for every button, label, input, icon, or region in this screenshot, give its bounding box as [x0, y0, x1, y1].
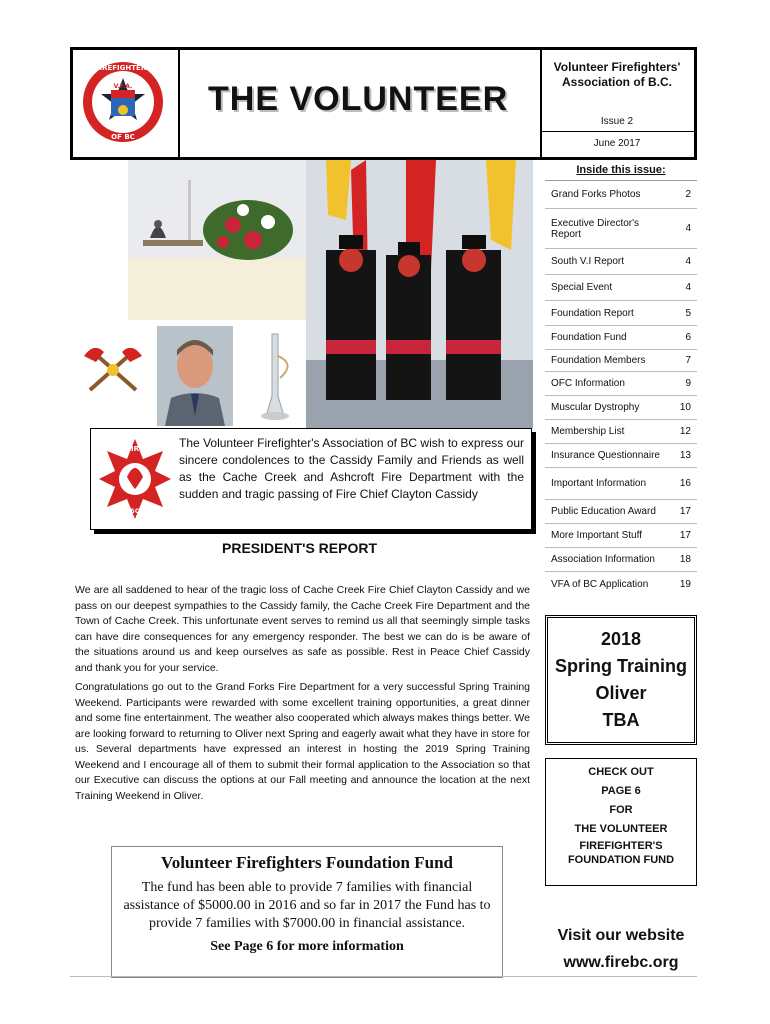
checkout-line: PAGE 6	[601, 785, 641, 797]
toc-page: 4	[685, 223, 691, 234]
toc-label: Public Education Award	[551, 506, 656, 517]
fund-body: The fund has been able to provide 7 families with financial assistance of $5000.00 in 2016 and so far in 2017 the Fund has to provide 7 families with $7000.00 in financial assistance.	[123, 880, 491, 931]
toc-label: Association Information	[551, 554, 655, 565]
color-guard-photo	[306, 160, 533, 428]
toc-page: 6	[685, 332, 691, 343]
toc-label: Special Event	[551, 282, 613, 293]
toc-item[interactable]	[545, 209, 697, 249]
toc-page: 19	[679, 578, 691, 590]
report-paragraph: Congratulations go out to the Grand Forks Fire Department for a very successful Spring Training Weekend. Participants were rewarded with some excellent training opportunities, a great dinner and some fine entertainment. The weather also cooperated which always makes things better. We are looking forward to returning to Oliver next Spring and eagerly await what they have in store for us. Several departments have expressed an interest in hosting the 2019 Spring Training Weekend and I encourage all of them to submit their formal application to the Association so that our Executive can discuss the options at our Fall meeting and announce the location at the next Training Weekend in Oliver.	[75, 681, 530, 802]
toc-item[interactable]	[545, 444, 697, 468]
issue-date: June 2017	[593, 138, 641, 149]
newsletter-title: THE VOLUNTEER	[208, 80, 509, 118]
toc-item[interactable]	[545, 181, 697, 209]
toc-item[interactable]	[545, 468, 697, 500]
toc-item[interactable]	[545, 420, 697, 444]
presidents-report-title: PRESIDENT'S REPORT	[222, 540, 378, 556]
toc-label: South V.I Report	[551, 256, 625, 267]
memorial-photo	[128, 160, 306, 320]
title-cell	[178, 50, 542, 157]
toc-item[interactable]	[545, 524, 697, 548]
toc-page: 16	[679, 478, 691, 489]
toc-page: 9	[685, 378, 691, 389]
toc-list	[545, 181, 697, 596]
toc-label: Membership List	[551, 426, 625, 437]
toc-label: Important Information	[551, 478, 647, 489]
website-link[interactable]: www.firebc.org	[563, 954, 679, 971]
bugle-photo	[244, 326, 306, 426]
association-name: Volunteer Firefighters' Association of B.C.	[553, 60, 681, 89]
spring-event: Spring Training	[554, 656, 687, 676]
condolence-box	[90, 428, 532, 530]
toc-item[interactable]	[545, 396, 697, 420]
toc-item[interactable]	[545, 372, 697, 396]
presidents-report-body	[75, 583, 530, 808]
footer-divider	[70, 976, 697, 977]
toc-page: 5	[685, 307, 691, 319]
foundation-fund-box	[111, 846, 503, 978]
checkout-line: FOUNDATION FUND	[567, 854, 675, 866]
toc-label: Foundation Fund	[551, 332, 627, 343]
toc-label: OFC Information	[551, 378, 625, 389]
table-of-contents	[545, 160, 697, 596]
toc-page: 18	[679, 554, 691, 565]
toc-title: Inside this issue:	[545, 160, 697, 181]
checkout-line: CHECK OUT	[588, 766, 654, 778]
toc-item[interactable]	[545, 301, 697, 326]
toc-page: 4	[685, 256, 691, 267]
issue-info	[540, 50, 694, 157]
checkout-line: FOR	[609, 804, 633, 816]
divider	[540, 131, 694, 132]
spring-place: Oliver	[595, 683, 647, 703]
website-callout	[545, 922, 697, 976]
rescue-text: RESCUE	[121, 508, 149, 515]
toc-page: 13	[679, 450, 691, 461]
toc-label: Grand Forks Photos	[551, 189, 641, 200]
toc-label: More Important Stuff	[551, 530, 642, 541]
toc-item[interactable]	[545, 275, 697, 301]
vfa-logo	[73, 50, 173, 154]
toc-label: Foundation Members	[551, 355, 646, 366]
toc-page: 17	[679, 530, 691, 541]
toc-item[interactable]	[545, 326, 697, 350]
checkout-box	[545, 758, 697, 886]
report-paragraph: We are all saddened to hear of the tragic loss of Cache Creek Fire Chief Clayton Cassidy and we pass on our deepest sympathies to the Cassidy family, the Cache Creek Fire Department and the Town of Cache Creek. This unfortunate event serves to remind us all that seemingly simple tasks can have dire consequences for any emergency responder. The best we can do is be aware of the situations around us and keep ourselves as safe as possible. Rest in Peace Chief Cassidy and thank you for your service.	[75, 584, 530, 674]
fund-see-page: See Page 6 for more information	[210, 939, 404, 954]
logo-center-text: V.F.A.	[113, 83, 133, 90]
toc-item[interactable]	[545, 249, 697, 275]
toc-label: Executive Director's Report	[551, 217, 640, 240]
toc-item[interactable]	[545, 548, 697, 572]
spring-date: TBA	[602, 710, 640, 730]
toc-item[interactable]	[545, 572, 697, 596]
toc-page: 4	[685, 282, 691, 293]
spring-year: 2018	[600, 629, 642, 649]
logo-cell	[73, 50, 180, 157]
logo-top-text: FIREFIGHTERS	[94, 64, 152, 72]
toc-label: Foundation Report	[551, 307, 634, 319]
axes-emblem-icon	[80, 340, 146, 400]
fire-text: FIRE	[126, 445, 144, 453]
spring-training-box	[545, 615, 697, 745]
checkout-line: THE VOLUNTEER	[574, 823, 668, 835]
website-label: Visit our website	[557, 927, 685, 944]
condolence-text: The Volunteer Firefighter's Association of BC wish to express our sincere condolences to the Cassidy Family and Friends as well as the Cache Creek and Ashcroft Fire Department with the sudden and tragic passing of Fire Chief Clayton Cassidy	[179, 436, 524, 501]
fund-title: Volunteer Firefighters Foundation Fund	[160, 853, 454, 872]
toc-item[interactable]	[545, 350, 697, 372]
issue-number: Issue 2	[600, 116, 634, 127]
toc-item[interactable]	[545, 500, 697, 524]
checkout-line: FIREFIGHTER'S	[579, 840, 663, 852]
masthead-header	[70, 47, 697, 160]
toc-label: Insurance Questionnaire	[551, 450, 660, 461]
toc-page: 12	[679, 426, 691, 437]
logo-bottom-text: OF BC	[111, 133, 135, 141]
toc-label: Muscular Dystrophy	[551, 402, 640, 413]
fire-rescue-logo-icon	[97, 437, 173, 521]
portrait-photo	[157, 326, 233, 426]
toc-label: VFA of BC Application	[551, 578, 649, 590]
toc-page: 17	[679, 506, 691, 517]
toc-page: 2	[685, 189, 691, 200]
toc-page: 10	[679, 402, 691, 413]
toc-page: 7	[685, 355, 691, 366]
